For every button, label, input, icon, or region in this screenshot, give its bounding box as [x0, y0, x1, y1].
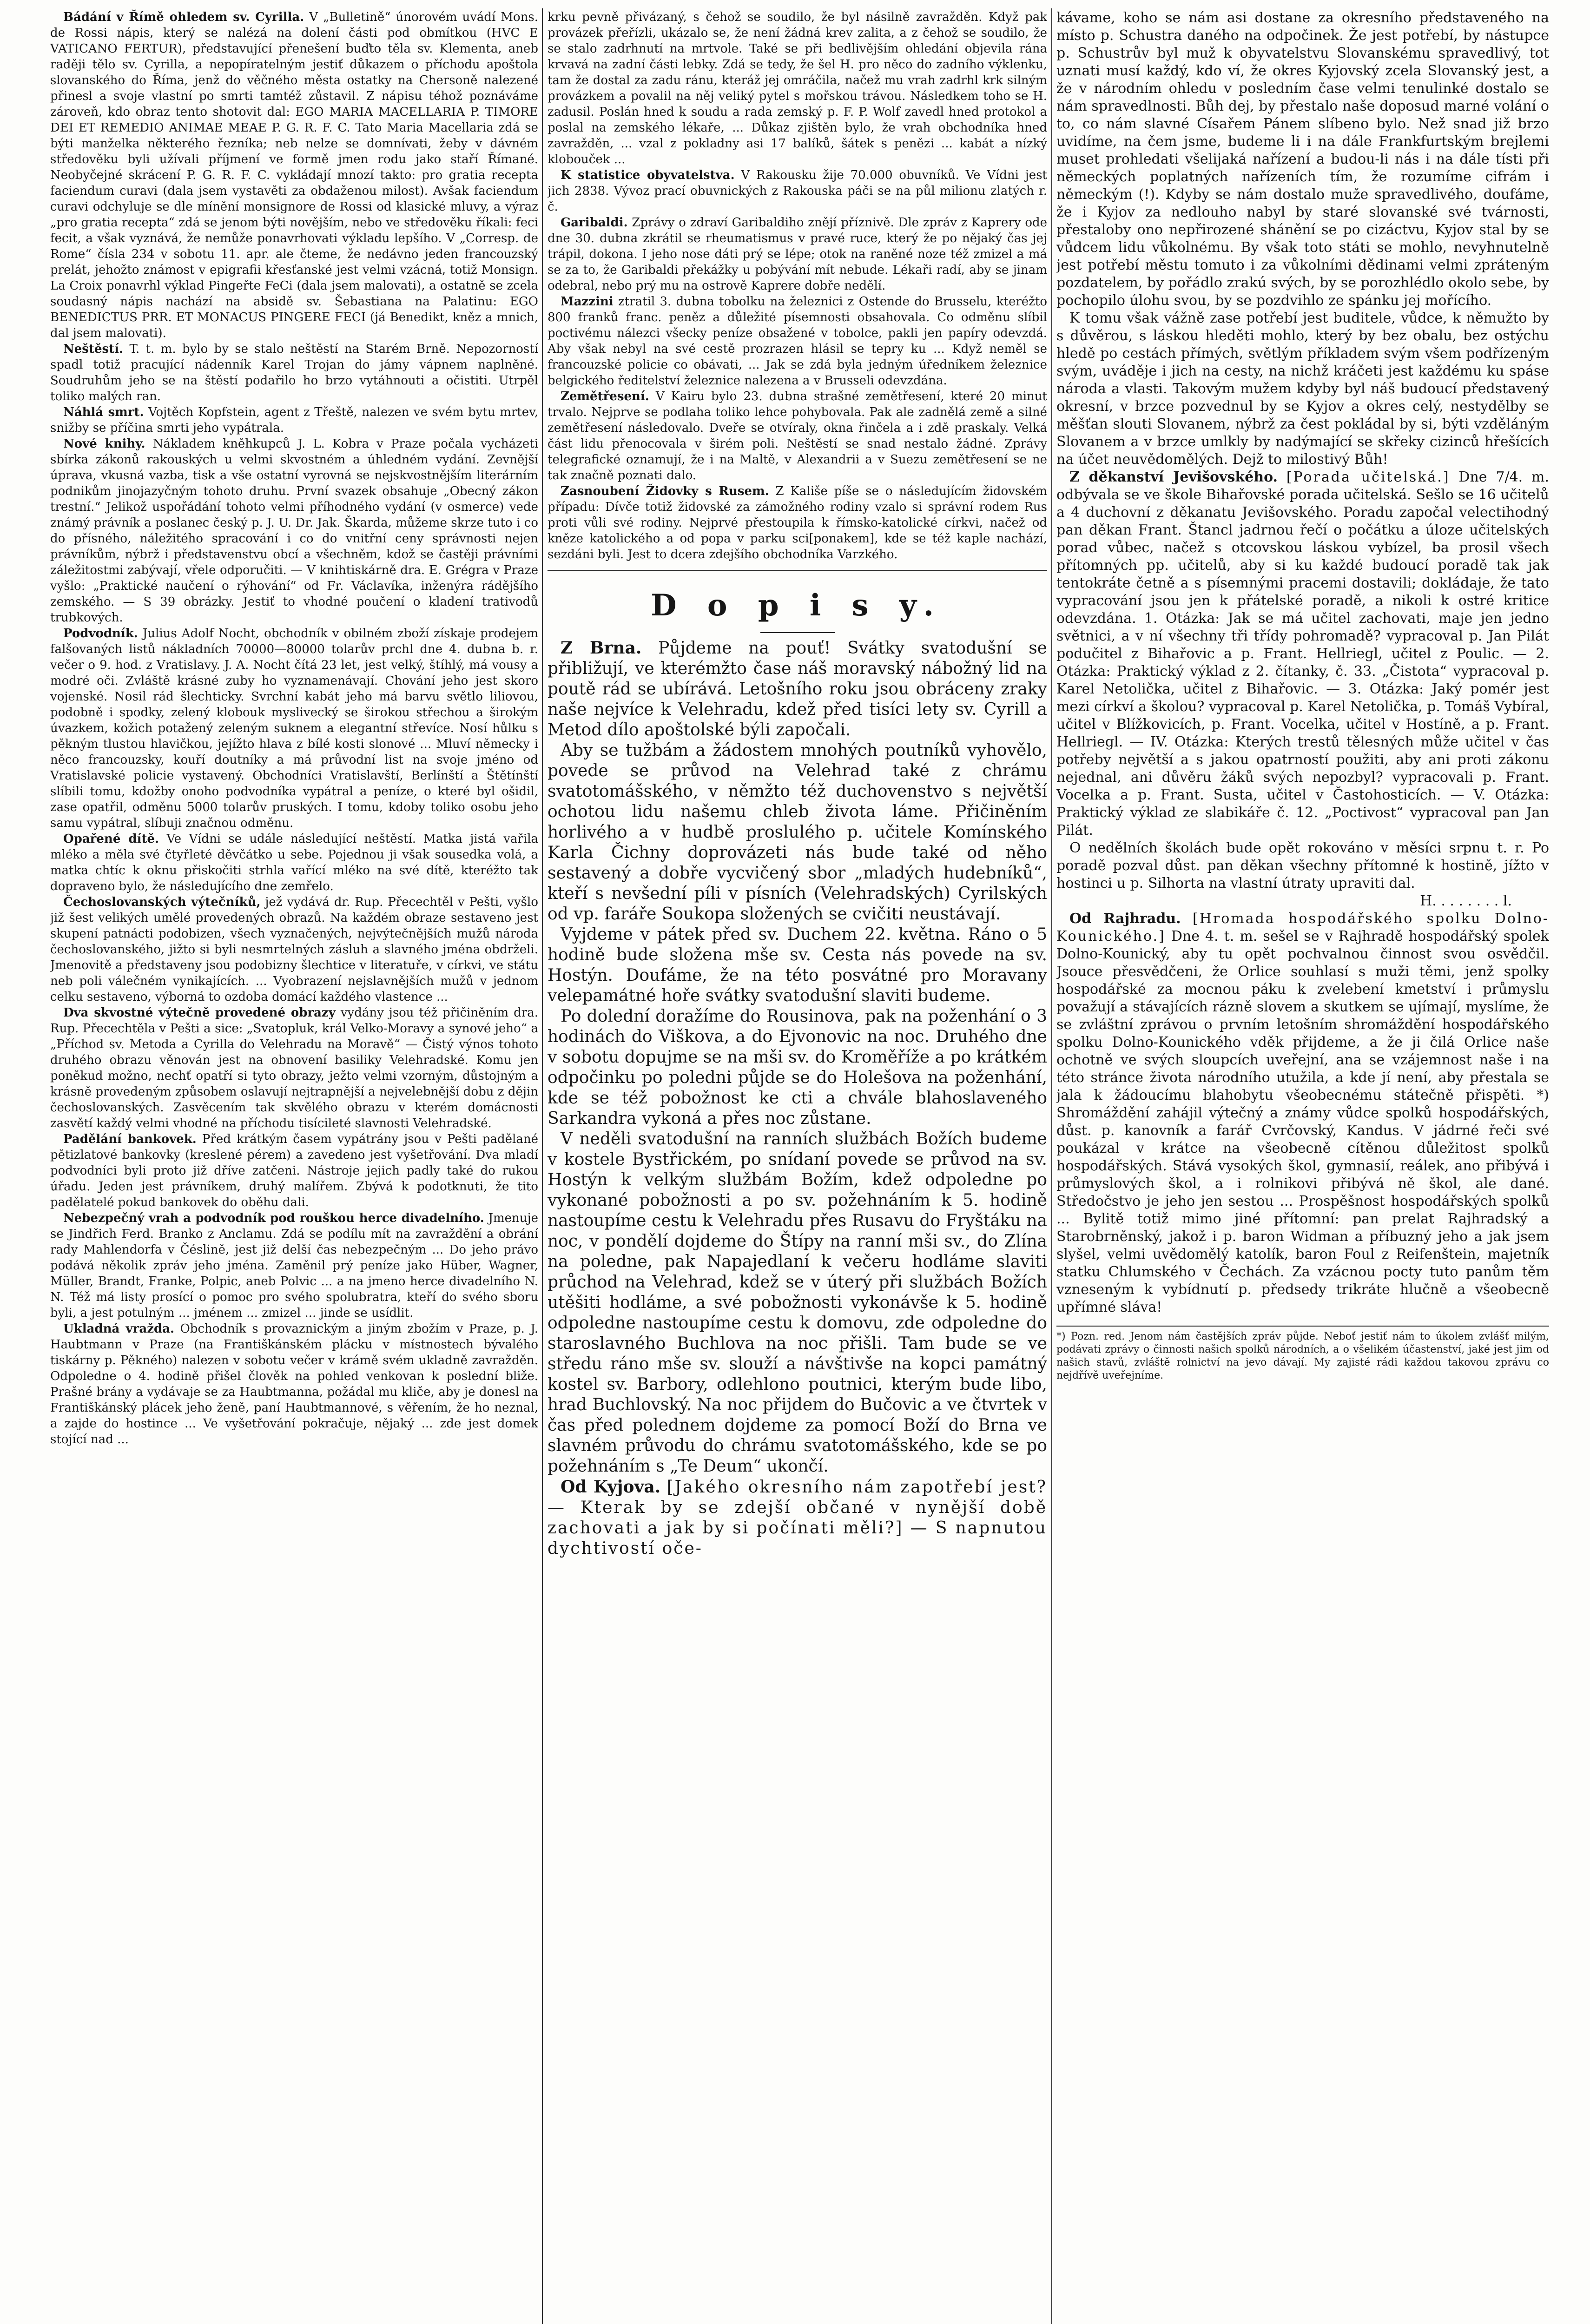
article-lead: Padělání bankovek. [63, 1132, 197, 1146]
article-lead: Dva skvostné výtečně provedené obrazy [63, 1006, 336, 1020]
article-statistics [548, 167, 1047, 215]
article-lead: Nebezpečný vrah a podvodník pod rouškou herce divadelního. [63, 1211, 484, 1225]
article-forged-banknotes [50, 1131, 538, 1210]
article-text: Vyjdeme v pátek před sv. Duchem 22. května. Ráno o 5 hodině bude složena mše sv. Cesta nás povede na sv. Hostýn. Doufáme, že na této posvátné pro Moravany velepamátné hoře svátky svatodušní slaviti budeme. [548, 925, 1047, 1005]
article-lead: Z děkanství Jevišovského. [1069, 469, 1278, 485]
article-lead: Garibaldi. [561, 216, 628, 230]
article-text: [Jakého okresního nám zapotřebí jest? — Kterak by se zdejší občané v nynější době zachovati a jak by si počínati měli?] — S napnutou dychtivostí oče- [548, 1478, 1047, 1558]
letter-brno-para [548, 1129, 1047, 1477]
article-cyril-research [50, 9, 538, 341]
article-scalded-child [50, 831, 538, 894]
letter-kyjov [548, 1477, 1047, 1559]
letter-brno-para [548, 1006, 1047, 1129]
article-mazzini [548, 294, 1047, 389]
article-lead: Od Kyjova. [561, 1477, 661, 1497]
article-text: krku pevně přivázaný, s čehož se soudilo, že byl násilně zavražděn. Když pak provázek přeřízli, ukázalo se, že není žádná krev zalita, a z čehož se soudilo, že se stalo zadrhnutí na mrtvole. Také se při bedlivějším ohledání objevila rána krvavá na zadní části lebky. Zdá se tedy, že šel H. pro něco do zadního výklenku, tam že dostal za zadu ránu, kteráž jej omráčila, načež mu vrah zadrhl krk silným provázkem a povalil na něj veliký pytel s mořskou trávou. Následkem toho se H. zadusil. Poslán hned k soudu a rada zemský p. F. P. Wolf zavedl hned protokol a poslal na zemského lékaře, ... Důkaz zjištěn bylo, že vrah obchodníka hned zavražděn, ... vzal z pokladny asi 17 balíků, šátek s penězi ... kabát a nízký klobouček ... [548, 10, 1047, 166]
article-lead: Podvodník. [63, 627, 138, 640]
letter-kyjov-continued [1056, 9, 1549, 310]
signature: H. . . . . . . . l. [1420, 893, 1512, 909]
article-lead: Mazzini [561, 295, 614, 309]
article-text: ztratil 3. dubna tobolku na železnici z Ostende do Brusselu, kteréžto 800 franků franc. peněz a důležité písemnosti obsahovala. Co odměnu slíbil poctivému nálezci všecky peníze obsažené v tobolce, pakli jen papíry odevzdá. Aby však nebyl na své cestě prozrazen hlásil se tepry ku ... Když neměl se francouzské policie co obávati, ... Jak se zdá byla jedným úředníkem železnice belgického ředitelství železnice nalezena a v Brusseli odevzdána. [548, 295, 1047, 388]
article-text: T. t. m. bylo by se stalo neštěstí na Starém Brně. Nepozorností spadl totiž pracující nádenník Karel Trojan do jámy vápnem naplněné. Soudruhům jeho se na štěstí podařilo ho brzo vytáhnouti a očistiti. Utrpěl toliko malých ran. [50, 342, 538, 403]
article-lead: Od Rajhradu. [1069, 911, 1181, 927]
article-engagement [548, 483, 1047, 562]
column-divider [1051, 8, 1052, 2324]
article-lead: Z Brna. [561, 638, 642, 658]
article-text: Po dolední doražíme do Rousinova, pak na poženhání o 3 hodinách do Viškova, a do Ejvonovic na noc. Druhého dne v sobotu dopujme se na mši sv. do Kroměříže a po krátkém odpočinku po poledni půjde se do Holešova na poženhání, kde se též pobožnost ke cti a chvále blahoslaveného Sarkandra vykoná a přes noc zůstane. [548, 1007, 1047, 1128]
article-earthquake [548, 389, 1047, 483]
article-subtitle: [Porada učitelská.] [1286, 469, 1450, 485]
column-right [1056, 9, 1549, 2308]
section-heading-dopisy: D o p i s y. [651, 588, 944, 623]
article-lead: Čechoslovanských výtečníků, [63, 895, 261, 909]
article-text: Půjdeme na pouť! Svátky svatodušní se přibližují, ve kterémžto čase náš moravský nábožný lid na poutě rád se ubírává. Letošního roku jsou obráceny zraky naše nejvíce k Velehradu, kdež před tisíci lety sv. Cyrill a Metod dílo apoštolské býli započali. [548, 639, 1047, 739]
article-lead: Neštěstí. [63, 342, 124, 356]
article-sudden-death [50, 404, 538, 436]
article-text: Před krátkým časem vypátrány jsou v Pešti padělané pětizlatové bankovky (kreslené pérem) a zavedeno jest vyšetřování. Dva mladí podvodníci byli proto již dříve zatčeni. Nástroje jejich padly také do rukou úřadu. Jeden jest právníkem, druhý malířem. Zbývá k podotknuti, že tito padělatelé pokud bankovek do oběhu dali. [50, 1132, 538, 1209]
article-text: Obchodník s provaznickým a jiným zbožím v Praze, p. J. Haubtmann v Praze (na Františkánském plácku v místnostech bývalého tiskárny p. Pěkného) nalezen v sobotu večer v krámě svém ukladně zavražděn. Odpoledne o 4. hodině přišel člověk na pohled venkovan k poslední bliže. Prašné brány a vydávaje se za Haubtmanna, požádal mu kliče, aby je donesl na Františkánský plácek jeho ženě, paní Haubtmannové, s věřením, že ho neznal, a zajde do hostince ... Ve vyšetřování pokračuje, nějaký ... zde jest domek stojící nad ... [50, 1322, 538, 1446]
article-two-paintings [50, 1005, 538, 1131]
letter-jevisovice-para [1056, 839, 1549, 892]
article-text: Z Kališe píše se o následujícím židovském případu: Dívče totiž židovské za zámožného rodiny vzalo si správní rodem Rus proti vůli své rodiny. Nejprvé přestoupila k římsko-katolické církvi, načež od kněze katolického a od popa v parku sci[ponakem], kde se též kaple nachází, sezdáni byli. Jest to dcera zdejšího obchodníka Varzkého. [548, 484, 1047, 561]
article-text: K tomu však vážně zase potřebí jest buditele, vůdce, k němužto by s důvěrou, s láskou hleděti mohlo, který by bez obalu, bez ostýchu hledě po cestách přímých, světlým příkladem svým všem podřízeným svým, uváděje i jich na cesty, na nichž kráčeti jest každému ku spáse národa a vlasti. Takovým mužem kdyby byl náš budoucí představený okresní, v brzce pozvednul by se Kyjov a okres celý, nestydělby se měšťan slouti Slovanem, nýbrž za čest pokládal by si, býti vzděláným Slovanem a v brzce umlkly by nadýmající se skřeky cizinců hřešících na účet neuvědomělých. Dejž to milostivý Bůh! [1056, 310, 1549, 468]
article-portraits [50, 894, 538, 1005]
article-swindler [50, 626, 538, 831]
article-murder [50, 1321, 538, 1447]
article-text: Zprávy o zdraví Garibaldiho znějí příznivě. Dle zpráv z Kaprery ode dne 30. dubna zkrátil se rheumatismus v pravé ruce, který že po nějaký čas jej trápil, dokona. I jeho nose dáti prý se lépe; otok na raněné noze též zmizel a má se za to, že Garibaldi překážky u pobývání mít nebude. Lékaři radí, aby se jinam odebral, nebo prý mu na ostrově Kaprere dobře nedělí. [548, 216, 1047, 293]
article-text: V neděli svatodušní na ranních službách Božích budeme v kostele Bystřickém, po snídaní povede se průvod na sv. Hostýn k velkým službám Božím, kdež odpoledne po vykonané pobožnosti a po sv. požehnáním k 5. hodině nastoupíme cestu k Velehradu přes Rusavu do Fryštáku na noc, v pondělí dojdeme do Štípy na ranní mši sv., do Zlína na poledne, pak Napajedlaní k večeru hodláme slaviti průchod na Velehrad, kdež se v úterý při službách Božích utěšiti hodláme, a své pobožnosti vykonávše k 5. hodině odpoledne nastoupíme cestu k domovu, zde odpoledne do staroslavného Buchlova na noc přišli. Tam bude se ve středu ráno mše sv. slouží a návštivše na kopci památný kostel sv. Barbory, odlehlono poutnici, kterým bude libo, hrad Buchlovský. Na noc přijdem do Bučovic a ve čtvrtek v čas před polednem dojdeme za pomocí Boží do Brna ve slavném průvodu do chrámu svatotomášského, kde se po požehnáním s „Te Deum“ ukončí. [548, 1129, 1047, 1476]
article-text: kávame, koho se nám asi dostane za okresního představeného na místo p. Schustra daného na odpočinek. Že jest potřebí, by nástupce p. Schustrův byl muž k obyvatelstvu Slovanskému spravedlivý, tot uznati musí každý, kdo ví, že okres Kyjovský zcela Slovanský jest, a že v národním ohledu v posledním čase velmi tenulinké dostalo se nám spravedlnosti. Bůh dej, by přestalo naše doposud marné volání o to, co nám slavné Císařem Pánem slíbeno bylo. Než snad již brzo uvidíme, na čem jsme, budeme li i na dále Frankfurtským brejlemi muset prohledati všelijaká nařízení a budou-li nás i na dále tísti při německých poplatných nařízeních tím, že rozumíme cifrám i německým (!). Kdyby se nám dostalo muže spravedlivého, doufáme, že i Kyjov za nedlouho nabyl by staré slovanské své tvárnosti, přestaloby ono nepřirozené shánění se po cizáctvu, Kyjov stal by se vůdcem lidu vůkolnému. By však toto státi se mohlo, nevyhnutelně jest potřebí městu tomuto i za vůkolními dědinami velmi zpráteným pozdatelem, by pořádlo zrakú svých, by se porozhlédlo okolo sebe, by pochopilo úlohu svou, by se pozdvihlo ze spánku jej mořícího. [1056, 10, 1549, 309]
article-text: Aby se tužbám a žádostem mnohých poutníků vyhovělo, povede se průvod na Velehrad také z chrámu svatotomášského, v němžto též duchovenstvo s největší ochotou lidu našemu chleb života láme. Přičiněním horlivého a v hudbě proslulého p. učitele Komínského Karla Čichny doprovázeti nás bude také od něho sestavený a dobře vycvičený sbor „mladých hudebníků“, kteří s nevšední píli v písních (Velehradských) Cyrilských od vp. faráře Soukopa složených se cvičiti neustávají. [548, 741, 1047, 924]
article-lead: Náhlá smrt. [63, 405, 144, 419]
editor-footnote: *) Pozn. red. Jenom nám častějších zpráv půjde. Neboť jestiť nám to úkolem zvlášť milým, podávati zprávy o činnosti našich spolků národních, a o všelikém účastenství, jaké jest jim od našich stavů, zvláště rolnictví na jevo dávají. My zajisté rádi každou takovou zprávu co nejdřívě uveřejníme. [1056, 1326, 1549, 1382]
article-text: jež vydává dr. Rup. Přecechtěl v Pešti, vyšlo již šest velikých umělé provedených obrazů. Na každém obraze sestaveno jest skupení patnácti podobizen, všech vyznačených, nejvýtečnějších mužů národa čechoslovanského, jižto si byli nesmrtelných zásluh a slavného jména obdrželi. Jmenovitě a představeny jsou podobizny šlechtice v literatuře, v církvi, ve státu neb poli válečném vynikajících. ... Vyobrazení nejslavnějších mužů v jednom celku sestaveno, výborná to ozdoba domácí každého vlastence ... [50, 895, 538, 1004]
column-left [50, 9, 538, 2322]
article-text: Jmenuje se Jindřich Ferd. Branko z Anclamu. Zdá se podílu mít na zavraždění a obrání rady Mahlendorfa v Čéslině, jest již delší čas nebezpečným ... Do jeho právo podává několik zpráv jeho jména. Zaměnil prý peníze jako Hüber, Wagner, Müller, Brandt, Franke, Polpic, aneb Polvic ... a na jmeno herce divadelního N. N. Též má listy prosící o pomoc pro svého spolubratra, kteří do svého sboru byli, a jest potulným ... jménem ... zmizel ... jinde se usídlit. [50, 1211, 538, 1320]
article-accident [50, 341, 538, 404]
article-lead: Nové knihy. [63, 437, 145, 451]
article-text: Julius Adolf Nocht, obchodník v obilném zboží získaje prodejem falšovaných listů nákladních 70000—80000 tolarův prchl dne 4. dubna b. r. večer o 9. hod. z Vratislavy. J. A. Nocht čítá 23 let, jest velký, štíhlý, má vousy a modré oči. Zvláště krásné zuby ho vyznamenávají. Chování jeho jest skoro vojenské. Nosil rád šlechticky. Svrchní kabát jeho má barvu světlo liliovou, podobně i spodky, zelený klobouk myslivecký se širokou střechou a širokým úvazkem, kožich potažený zeleným suknem a elegantní střevíce. Nosí hůlku s pěkným tlustou hlavičkou, jejížto hlava z bílé kosti slonové ... Mluví německy i něco francouzsky, kouří doutníky a má průvodní list na svoje jméno od Vratislavské policie vystavený. Obchodníci Vratislavští, Berlínští a Štětínští slíbili tomu, kdožby onoho podvodníka vypátral a peníze, o které byl ošidil, zase opatřil, odměnu 5000 tolarův pruských. I tomu, kdoby toliko osobu jeho samu vypátral, slíbuji značnou odměnu. [50, 627, 538, 830]
letter-rajhrad [1056, 910, 1549, 1316]
article-lead: Zasnoubení Židovky s Rusem. [561, 484, 769, 498]
article-text: Ve Vídni se udále následující neštěstí. Matka jistá vařila mléko a měla své čtyřleté děvčátko u sebe. Pojednou ji však sousedka volá, a matka chtíc k oknu přiskočiti strhla vařící mléko na své dítě, kteréžto tak dopraveno bylo, že následujícího dne zemřelo. [50, 832, 538, 893]
article-text: O nedělních školách bude opět rokováno v měsíci srpnu t. r. Po poradě pozval důst. pan děkan všechny přítomné k hostině, jížto v hostinci u p. Silhorta na vlastní útraty upraviti dal. [1056, 840, 1549, 891]
article-new-books [50, 436, 538, 626]
article-text: V „Bulletině“ únorovém uvádí Mons. de Rossi nápis, který se nalézá na dolení části pod obmítkou (HVC E VATICANO FERTUR), představující přenešení buďto těla sv. Klementa, aneb raději tělo sv. Cyrilla, a nepopíratelným jestiť důkazem o příchodu apoštola slovanského do Říma, jenž do věčného města ostatky na Chersoně nalezené přinesl a svoje vlastní po smrti tamtéž zůstavil. Z nápisu téhož poznáváme zároveň, kdo obraz tento shotovit dal: EGO MARIA MACELLARIA P. TIMORE DEI ET REMEDIO ANIMAE MEAE P. G. R. F. C. Tato Maria Macellaria zdá se býti manželka některého řezníka; neb nelze se domnívati, žeby v dávném středověku byli užívali příjmení ve formě jmen rodu jako staří Římané. Neobyčejné skrácení P. G. R. F. C. vykládají mnozí takto: pro gratia recepta faciendum curavi (dala jsem vystavěti za obdaženou milost). Avšak faciendum curavi odchyluje se dle mínění monsignore de Rossi od klasické mluvy, a výraz „pro gratia recepta“ zdá se jenom býti novějším, nebo ve středověku říkali: feci fecit, a však vyznává, že nemůže ponavrhovati výkladu lepšího. V „Corresp. de Rome“ čísla 234 v sobotu 11. apr. ale čteme, že nedávno jeden francouzský prelát, jehožto známost v epigrafii křesťanské jest velmi vzácná, totiž Monsign. La Croix ponavrhl výklad Pingeřte FeCi (dala jsem malovati), a ostatně se zcela soudasný nápis nachází na absidě sv. Šebastiana na Palatinu: EGO BENEDICTUS PRR. ET MONACUS PINGERE FECI (já Benedikt, kněz a mnich, dal jsem malovati). [50, 10, 538, 340]
article-text: Vojtěch Kopfstein, agent z Třeště, nalezen ve svém bytu mrtev, snižby se příčina smrti jeho vypátrala. [50, 405, 538, 435]
article-lead: K statistice obyvatelstva. [561, 168, 735, 182]
letter-jevisovice [1056, 469, 1549, 839]
column-middle [548, 9, 1047, 2324]
article-text: Nákladem kněhkupců J. L. Kobra v Praze počala vycházeti sbírka zákonů rakouských u velmi skvostném a úhledném vydání. Zevnější úprava, vkusná vazba, tisk a vše ostatní vyrovná se nejskvostnějším literárním podnikům jinojazyčným tohoto druhu. První svazek obsahuje „Obecný zákon trestní.“ Jelikož uspořádání tohoto velmi příhodného vydání (v osmerce) vede známý právník a poslanec český p. J. U. Dr. Jak. Škarda, můžeme skrze tuto i co do přísného, náležitého spracování i co do vnitřní ceny správnosti nejen právníkům, nýbrž i představenstvu obcí a všechněm, kdož se častěji právními záležitostmi zabývají, vřele odporučiti. — V knihtiskárně dra. E. Grégra v Praze vyšlo: „Praktické naučení o rýhování“ od Fr. Václavíka, inženýra rádějšího zemského. — S 39 obrázky. Jestiť to vhodné poučení o kladení trativodů trubkových. [50, 437, 538, 625]
heading-rule [760, 632, 835, 633]
article-lead: Ukladná vražda. [63, 1322, 175, 1336]
article-text: vydány jsou též přičiněním dra. Rup. Přecechtěla v Pešti a sice: „Svatopluk, král Velko-Moravy a synové jeho“ a „Příchod sv. Metoda a Cyrilla do Velehradu na Moravě“ — Čistý výnos tohoto druhého obrazu věnován jest na obnovení basiliky Velehradské. Komu jen poněkud možno, nechť opatří si tyto obrazy, ježto velmi vzorným, důstojným a krásně provedeným způsobem oslavují nejtrapnější a nejvelebnější dobu z dějin čechoslovanských. Zasvěcením tak skvělého obrazu v kterém domácnosti zasvětí každý velmi vhodné na příchodu tisícileté slavnosti Velehradské. [50, 1006, 538, 1130]
article-text: Dne 7/4. m. odbývala se ve škole Bihařovské porada učitelská. Sešlo se 16 učitelů a 4 duchovní z děkanatu Jevišovského. Poradu započal velectihodný pan děkan Frant. Štancl jadrnou řečí o počátku a úloze učitelských porad vůbec, načež s otcovskou láskou vybízel, ba prosil všech přítomných pp. učitelů, aby si ku každé budoucí poradě tak jak tentokráte četně a s písemnými pracemi dostavili; dokládaje, že tato vypracování jsou jen k přátelské poradě, a nikoli k ostré kritice odevzdána. 1. Otázka: Jak se má učitel zachovati, maje jen jedno světnici, a v ní všechny tři třídy pohromadě? vypracoval p. Jan Pilát podučitel z Bihařovic a p. Frant. Hellriegl, učitel z Poulic. — 2. Otázka: Praktický výklad z 2. čítanky, č. 33. „Čistota“ vypracoval p. Karel Netolička, učitel z Bihařovic. — 3. Otázka: Jaký pomér jest mezi církví a školou? vypracoval p. Karel Netolička, p. Tomáš Vybíral, učitel v Blížkovicích, p. Frant. Vocelka, učitel v Hostíně, a p. Frant. Hellriegl. — IV. Otázka: Kterých trestů tělesných může učitel v čas potřeby největší a s jakou opatrností použiti, aby ani proti zákonu nejednal, ani důvěru žáků svých nepozbyl? vypracovali p. Frant. Vocelka a p. Frant. Susta, učitel v Častohosticích. — V. Otázka: Praktický výklad ze slabikáře č. 12. „Poctivost“ vypracoval pan Jan Pilát. [1056, 469, 1549, 838]
article-text: V Rakousku žije 70.000 obuvníků. Ve Vídni jest jich 2838. Vývoz prací obuvnických z Rakouska páči se na půl milionu zlatých r. č. [548, 168, 1047, 214]
article-murder-continued [548, 9, 1047, 167]
letter-kyjov-para [1056, 310, 1549, 469]
article-lead: Opařené dítě. [63, 832, 159, 846]
letters-section [548, 638, 1047, 1559]
article-subtitle: [Hromada hospodářského spolku Dolno-Kounického.] [1056, 911, 1549, 944]
article-garibaldi [548, 215, 1047, 294]
article-text: Dne 4. t. m. sešel se v Rajhradě hospodářský spolek Dolno-Kounický, aby tu opět pochvalnou činnost svou osvědčil. Jsouce přesvědčeni, že Orlice souhlasí s muži těmi, jenž spolky hospodářské za mocnou páku k zvelebení kmetství i průmyslu považují a stávajících rázně slovem a skutkem se ujímají, myslíme, že se zvláštní zprávou o prvním letošním shromáždění hospodářského spolku Dolno-Kounického vděk přijdeme, a že ji čilá Orlice naše ochotně ve svých sloupcích uveřejní, ana se vzájemnost naše i na této stránce života národního utužila, a kde jí není, aby přestala se jala k žádoucímu blahobytu všeobecnému státečně přispěti. *) Shromáždění zahájil výtečný a známy vůdce spolků hospodářských, důst. p. kanovník a farář Cvrčovský, Kandus. V jádrné řeči své poukázal v krátce na všeobecně cítěnou důležitost spolků hospodářských. Stává vysokých škol, gymnasií, reálek, ano přibývá i průmyslových škol, a i rolnikovi přibývá ně škol, ale dané. Středočstvo je jeho jen sestou ... Prospěšnost hospodářských spolků ... Bylitě totiž mimo jiné přítomní: pan prelat Rajhradský a Starobrněnský, jakož i p. baron Widman a příbuzný jeho a jak jsem slyšel, velmi uvědomělý katolík, baron Foul z Reifenštein, majetník statku Chlumského v Čechách. Za vzácnou pocty tuto panům těm vzneseným k vybídnutí p. předsedy trikráte hlučně a všeobecně upřímné sláva! [1056, 928, 1549, 1315]
column-divider [542, 8, 543, 2324]
article-lead: Bádání v Římě ohledem sv. Cyrilla. [63, 10, 304, 24]
letter-brno-para [548, 924, 1047, 1006]
article-dangerous-murderer [50, 1210, 538, 1321]
article-lead: Zemětřesení. [561, 390, 649, 403]
section-divider [548, 570, 1047, 571]
article-text: V Kairu bylo 23. dubna strašné zemětřesení, které 20 minut trvalo. Nejprve se podlaha toliko lehce pohybovala. Pak ale zadnělá země a silné zemětřesení následovalo. Dveře se otvíraly, okna řinčela a i zdě praskaly. Velká část lidu přenocovala v širém poli. Neštěstí se snad nestalo žádné. Zprávy telegrafické oznamují, že i na Maltě, v Alexandrii a v Suezu zemětřesení se ne tak značně poznati dalo. [548, 390, 1047, 482]
letter-brno [548, 638, 1047, 740]
letter-brno-para [548, 740, 1047, 924]
